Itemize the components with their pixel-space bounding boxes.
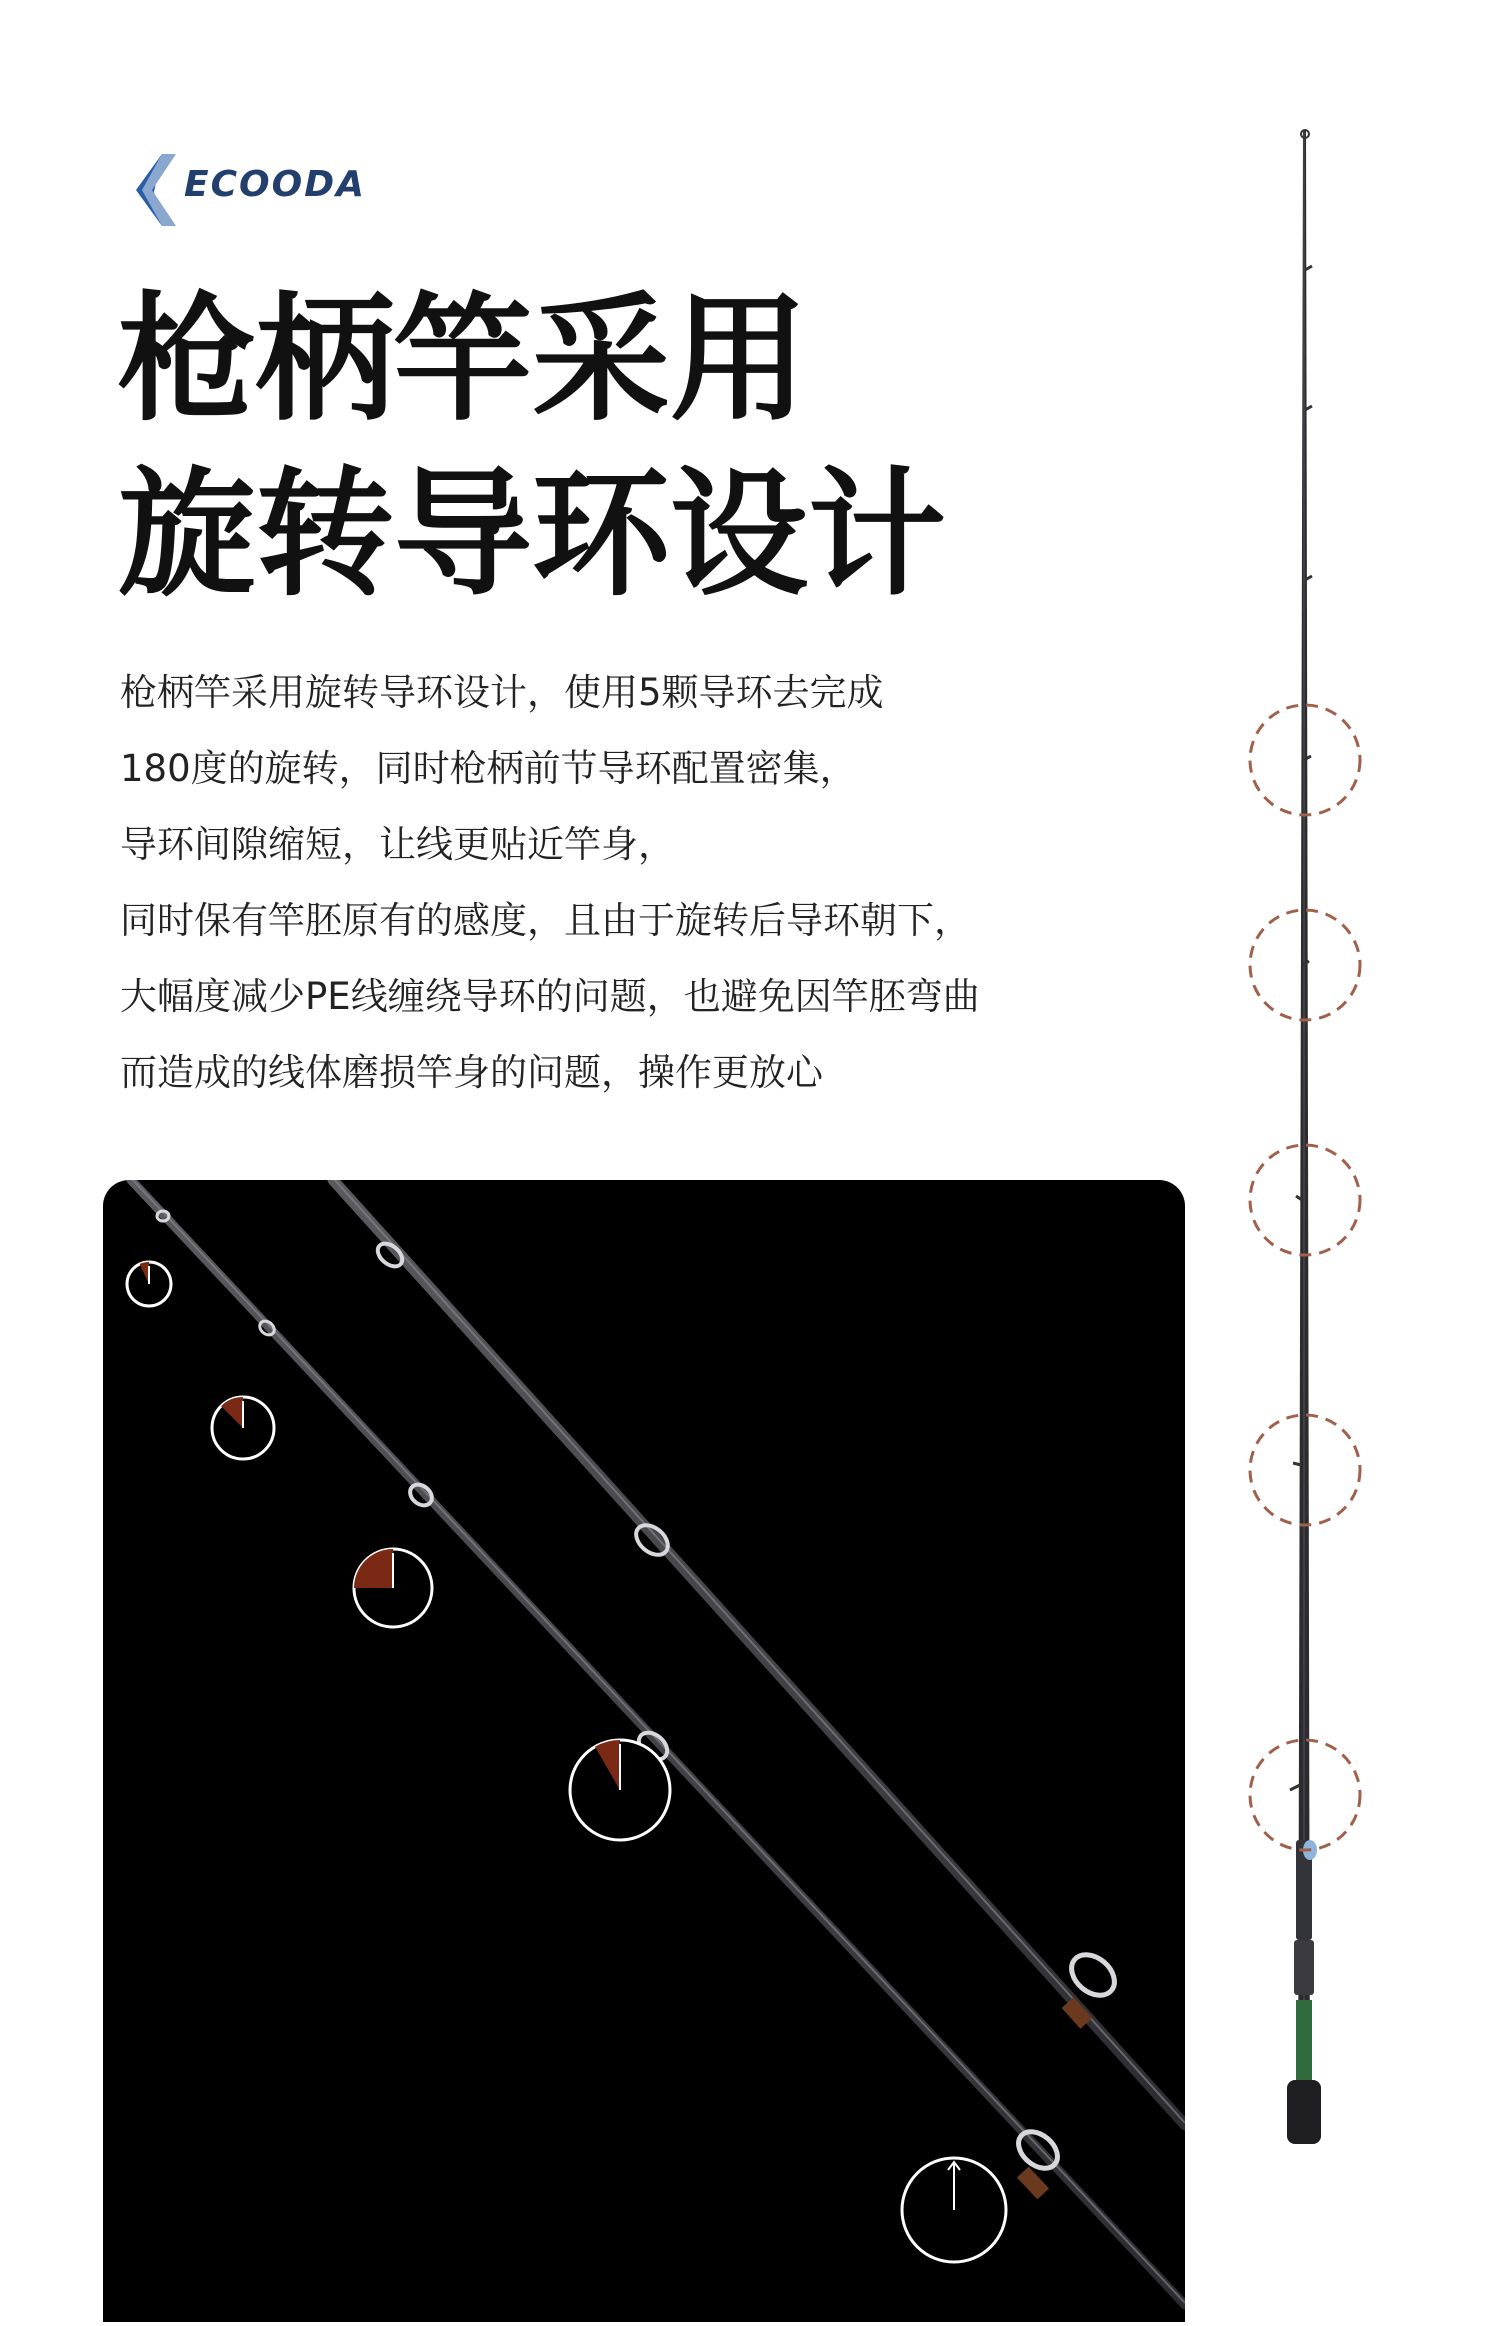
rod-closeup-illustration xyxy=(103,1180,1185,2322)
rotation-indicator-icon xyxy=(902,2158,1006,2262)
description xyxy=(120,655,1120,1111)
description-line: 大幅度减少PE线缠绕导环的问题，也避免因竿胚弯曲 xyxy=(120,975,980,1018)
description-line: 同时保有竿胚原有的感度，且由于旋转后导环朝下， xyxy=(120,899,971,942)
rotation-indicator-icon xyxy=(570,1740,670,1840)
guide-rotation-photo xyxy=(103,1180,1185,2322)
brand-name: ECOODA xyxy=(184,164,366,205)
description-line: 枪柄竿采用旋转导环设计，使用5颗导环去完成 xyxy=(120,671,884,714)
rod-blank-upper xyxy=(333,1180,1185,2125)
description-line: 导环间隙缩短，让线更贴近竿身， xyxy=(120,823,675,866)
full-rod-illustration xyxy=(1230,120,1380,2322)
description-line: 而造成的线体磨损竿身的问题，操作更放心 xyxy=(120,1051,823,1094)
rod-side-view xyxy=(1230,120,1380,2322)
brand-logo xyxy=(122,150,452,230)
headline-line-2: 旋转导环设计 xyxy=(118,454,947,615)
headline-line-1: 枪柄竿采用 xyxy=(118,279,809,440)
rotation-indicator-icon xyxy=(354,1549,432,1627)
rotation-indicator-icon xyxy=(212,1397,274,1459)
rotation-indicator-icon xyxy=(127,1262,171,1306)
logo-mark-icon xyxy=(122,150,184,230)
rod-blank-lower xyxy=(131,1180,1185,2305)
description-line: 180度的旋转，同时枪柄前节导环配置密集， xyxy=(120,747,857,790)
